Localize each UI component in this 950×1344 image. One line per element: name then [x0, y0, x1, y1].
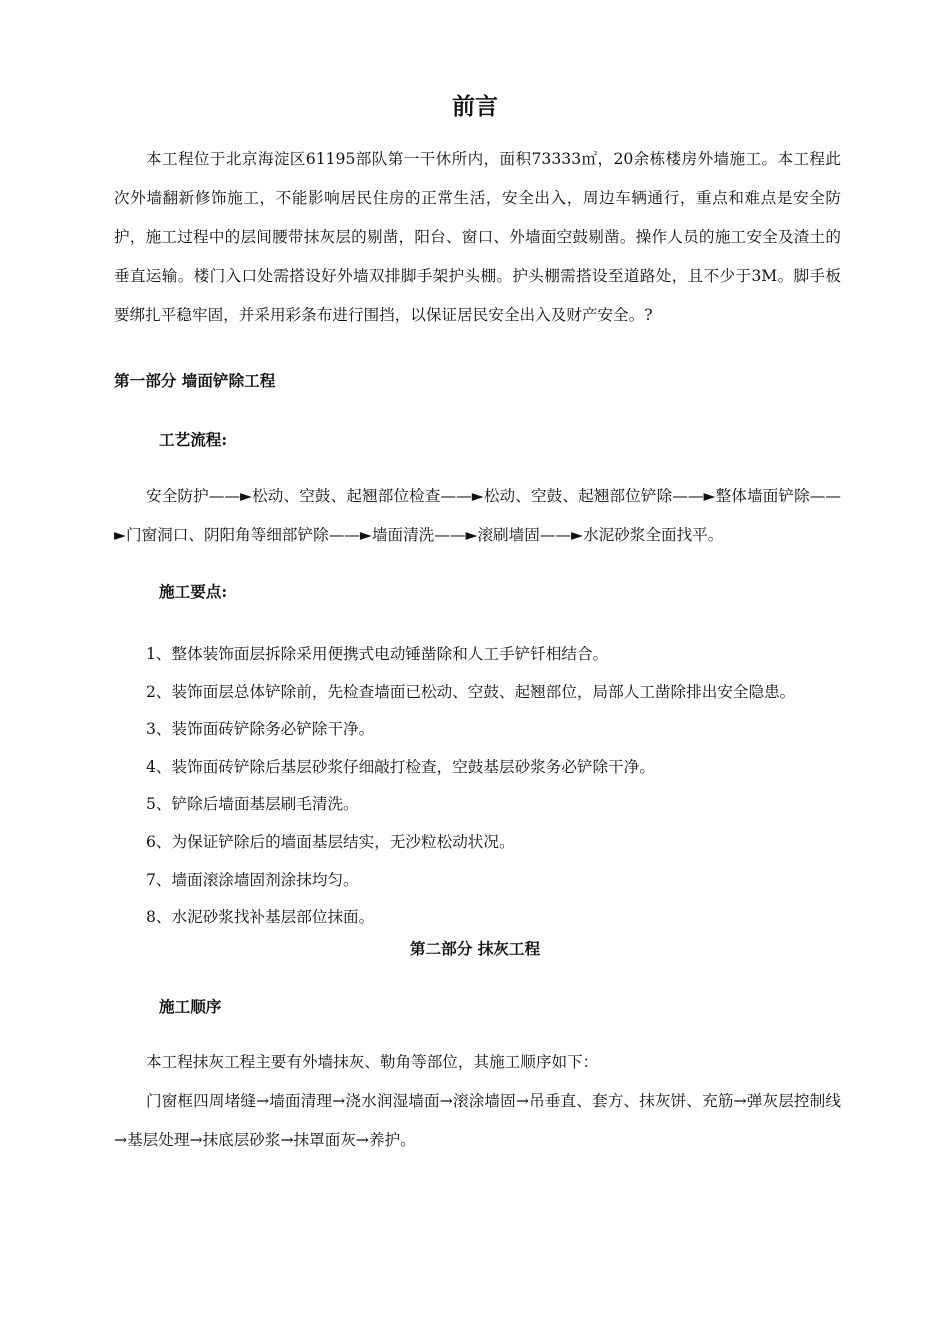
process-paragraph: 安全防护——►松动、空鼓、起翘部位检查——►松动、空鼓、起翘部位铲除——►整体墙面铲除——►门窗洞口、阴阳角等细部铲除——►墙面清洗——►滚刷墙固——►水泥砂浆全面找平。 — [114, 487, 841, 544]
list-item: 3、装饰面砖铲除务必铲除干净。 — [146, 720, 375, 739]
list-item: 2、装饰面层总体铲除前，先检查墙面已松动、空鼓、起翘部位，局部人工凿除排出安全隐患。 — [146, 682, 796, 701]
intro-paragraph: 本工程位于北京海淀区61195部队第一干休所内，面积73333㎡，20余栋楼房外墙施工。本工程此次外墙翻新修饰施工，不能影响居民住房的正常生活，安全出入，周边车辆通行，重点和难点是安全防护，施工过程中的层间腰带抹灰层的剔凿，阳台、窗口、外墙面空鼓剔凿。操作人员的施工安全及渣土的垂直运输。楼门入口处需搭设好外墙双排脚手架护头棚。护头棚需搭设至道路处，且不少于3M。脚手板要绑扎平稳牢固，并采用彩条布进行围挡，以保证居民安全出入及财产安全。? — [114, 150, 841, 324]
part2-heading: 第二部分 抹灰工程 — [409, 939, 541, 958]
order-paragraph: 门窗框四周堵缝→墙面清理→浇水润湿墙面→滚涂墙固→吊垂直、套方、抹灰饼、充筋→弹灰层控制线→基层处理→抹底层砂浆→抹罩面灰→养护。 — [114, 1092, 841, 1149]
order-heading: 施工顺序 — [159, 997, 222, 1016]
document-title: 前言 — [452, 93, 498, 120]
list-item: 8、水泥砂浆找补基层部位抹面。 — [146, 908, 375, 927]
list-item: 7、墙面滚涂墙固剂涂抹均匀。 — [146, 870, 359, 889]
part1-heading: 第一部分 墙面铲除工程 — [114, 371, 276, 390]
order-intro-paragraph: 本工程抹灰工程主要有外墙抹灰、勒角等部位，其施工顺序如下： — [146, 1053, 599, 1071]
list-item: 4、装饰面砖铲除后基层砂浆仔细敲打检查，空鼓基层砂浆务必铲除干净。 — [146, 757, 655, 776]
points-heading: 施工要点: — [159, 582, 228, 601]
process-heading: 工艺流程: — [159, 430, 228, 449]
list-item: 5、铲除后墙面基层刷毛清洗。 — [146, 795, 359, 814]
points-list — [146, 636, 795, 937]
list-item: 1、整体装饰面层拆除采用便携式电动锤凿除和人工手铲钎相结合。 — [146, 645, 609, 663]
list-item: 6、为保证铲除后的墙面基层结实，无沙粒松动状况。 — [146, 832, 515, 851]
